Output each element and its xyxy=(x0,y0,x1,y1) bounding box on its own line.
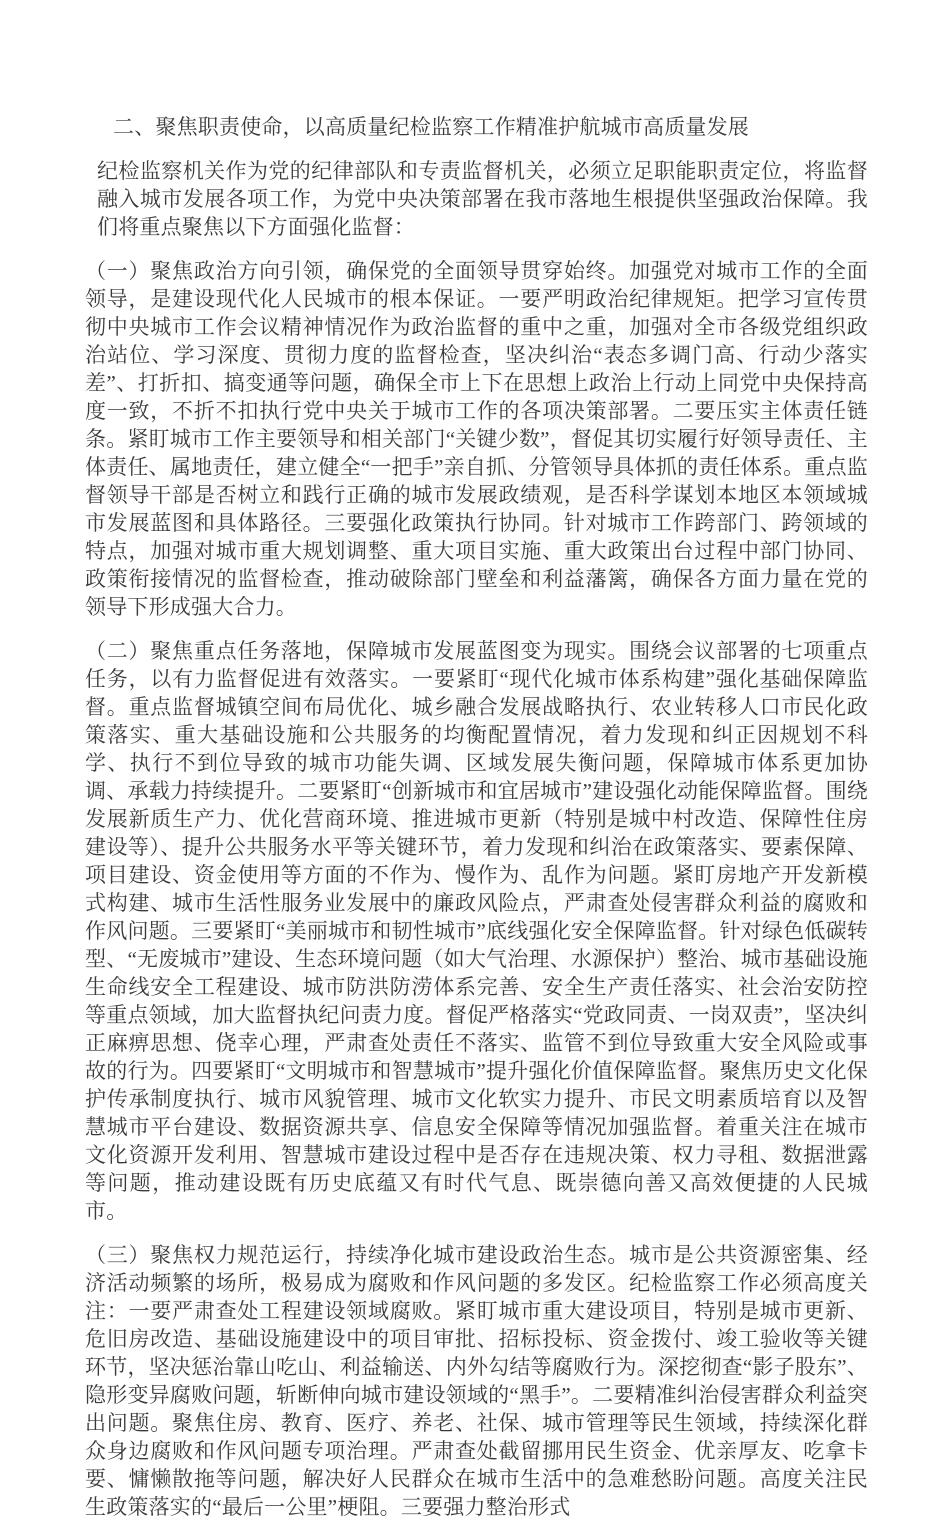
intro-paragraph: 纪检监察机关作为党的纪律部队和专责监督机关，必须立足职能职责定位，将监督融入城市发展各项工作，为党中央决策部署在我市落地生根提供坚强政治保障。我们将重点聚焦以下方面强化监督： xyxy=(97,159,868,239)
section-heading: 二、聚焦职责使命，以高质量纪检监察工作精准护航城市高质量发展 xyxy=(113,115,749,139)
section-paragraph-1: （一）聚焦政治方向引领，确保党的全面领导贯穿始终。加强党对城市工作的全面领导，是建设现代化人民城市的根本保证。一要严明政治纪律规矩。把学习宣传贯彻中央城市工作会议精神情况作为政治监督的重中之重，加强对全市各级党组织政治站位、学习深度、贯彻力度的监督检查，坚决纠治“表态多调门高、行动少落实差”、打折扣、搞变通等问题，确保全市上下在思想上政治上行动上同党中央保持高度一致，不折不扣执行党中央关于城市工作的各项决策部署。二要压实主体责任链条。紧盯城市工作主要领导和相关部门“关键少数”，督促其切实履行好领导责任、主体责任、属地责任，建立健全“一把手”亲自抓、分管领导具体抓的责任体系。重点监督领导干部是否树立和践行正确的城市发展政绩观，是否科学谋划本地区本领域城市发展蓝图和具体路径。三要强化政策执行协同。针对城市工作跨部门、跨领域的特点，加强对城市重大规划调整、重大项目实施、重大政策出台过程中部门协同、政策衔接情况的监督检查，推动破除部门壁垒和利益藩篱，确保各方面力量在党的领导下形成强大合力。 xyxy=(85,259,868,619)
section-paragraph-2: （二）聚焦重点任务落地，保障城市发展蓝图变为现实。围绕会议部署的七项重点任务，以有力监督促进有效落实。一要紧盯“现代化城市体系构建”强化基础保障监督。重点监督城镇空间布局优化、城乡融合发展战略执行、农业转移人口市民化政策落实、重大基础设施和公共服务的均衡配置情况，着力发现和纠正因规划不科学、执行不到位导致的城市功能失调、区域发展失衡问题，保障城市体系更加协调、承载力持续提升。二要紧盯“创新城市和宜居城市”建设强化动能保障监督。围绕发展新质生产力、优化营商环境、推进城市更新（特别是城中村改造、保障性住房建设等）、提升公共服务水平等关键环节，着力发现和纠治在政策落实、要素保障、项目建设、资金使用等方面的不作为、慢作为、乱作为问题。紧盯房地产开发新模式构建、城市生活性服务业发展中的廉政风险点，严肃查处侵害群众利益的腐败和作风问题。三要紧盯“美丽城市和韧性城市”底线强化安全保障监督。针对绿色低碳转型、“无废城市”建设、生态环境问题（如大气治理、水源保护）整治、城市基础设施生命线安全工程建设、城市防洪防涝体系完善、安全生产责任落实、社会治安防控等重点领域，加大监督执纪问责力度。督促严格落实“党政同责、一岗双责”，坚决纠正麻痹思想、侥幸心理，严肃查处责任不落实、监管不到位导致重大安全风险或事故的行为。四要紧盯“文明城市和智慧城市”提升强化价值保障监督。聚焦历史文化保护传承制度执行、城市风貌管理、城市文化软实力提升、市民文明素质培育以及智慧城市平台建设、数据资源共享、信息安全保障等情况加强监督。着重关注在城市文化资源开发利用、智慧城市建设过程中是否存在违规决策、权力寻租、数据泄露等问题，推动建设既有历史底蕴又有时代气息、既崇德向善又高效便捷的人民城市。 xyxy=(85,639,868,1223)
section-paragraph-3: （三）聚焦权力规范运行，持续净化城市建设政治生态。城市是公共资源密集、经济活动频繁的场所，极易成为腐败和作风问题的多发区。纪检监察工作必须高度关注：一要严肃查处工程建设领域腐败。紧盯城市重大建设项目，特别是城市更新、危旧房改造、基础设施建设中的项目审批、招标投标、资金拨付、竣工验收等关键环节，坚决惩治靠山吃山、利益输送、内外勾结等腐败行为。深挖彻查“影子股东”、隐形变异腐败问题，斩断伸向城市建设领域的“黑手”。二要精准纠治侵害群众利益突出问题。聚焦住房、教育、医疗、养老、社保、城市管理等民生领域，持续深化群众身边腐败和作风问题专项治理。严肃查处截留挪用民生资金、优亲厚友、吃拿卡要、慵懒散拖等问题，解决好人民群众在城市生活中的急难愁盼问题。高度关注民生政策落实的“最后一公里”梗阻。三要强力整治形式 xyxy=(85,1243,868,1519)
